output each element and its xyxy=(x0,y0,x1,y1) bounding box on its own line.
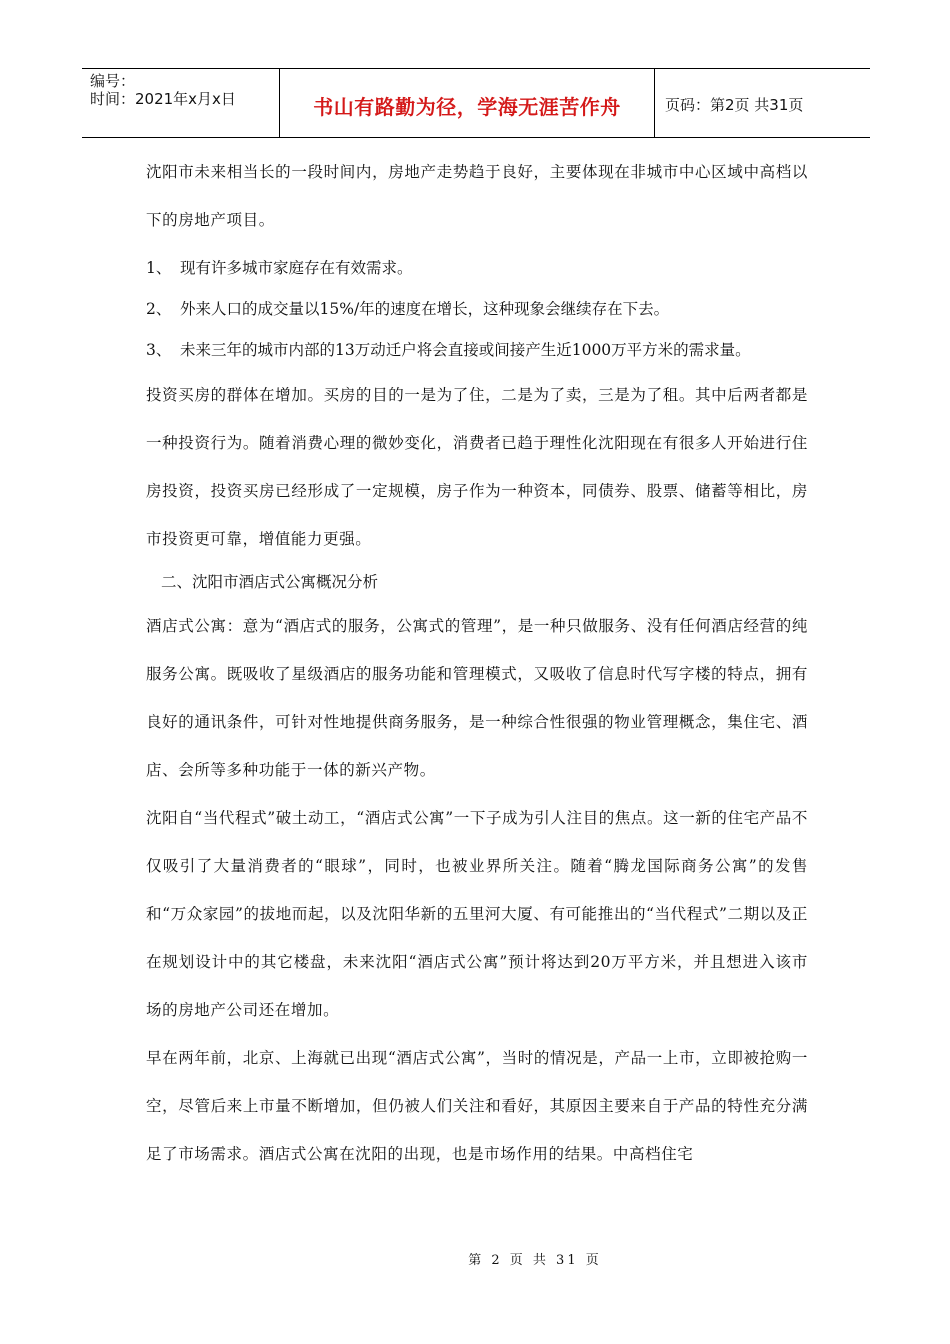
header-motto: 书山有路勤为径，学海无涯苦作舟 xyxy=(313,94,621,119)
page-footer xyxy=(0,1249,950,1268)
list-item xyxy=(146,289,808,330)
document-header xyxy=(82,68,870,138)
document-number-label: 编号： xyxy=(90,72,136,90)
document-date: 时间：2021年x月x日 xyxy=(90,90,236,108)
list-item-number: 1、 xyxy=(146,259,172,277)
paragraph-definition: 酒店式公寓：意为“酒店式的服务，公寓式的管理”，是一种只做服务、没有任何酒店经营的纯服务公寓。既吸收了星级酒店的服务功能和管理模式，又吸收了信息时代写字楼的特点，拥有良好的通讯条件，可针对性地提供商务服务，是一种综合性很强的物业管理概念，集住宅、酒店、会所等多种功能于一体的新兴产物。 xyxy=(146,617,808,779)
header-page-info: 页码：第2页 共31页 xyxy=(665,95,804,114)
list-item xyxy=(146,248,808,289)
list-item-text: 未来三年的城市内部的13万动迁户将会直接或间接产生近1000万平方米的需求量。 xyxy=(180,341,751,359)
list-item-text: 外来人口的成交量以15%/年的速度在增长，这种现象会继续存在下去。 xyxy=(180,300,670,318)
paragraph-investment: 投资买房的群体在增加。买房的目的一是为了住，二是为了卖，三是为了租。其中后两者都是一种投资行为。随着消费心理的微妙变化，消费者已趋于理性化沈阳现在有很多人开始进行住房投资，投资买房已经形成了一定规模，房子作为一种资本，同债券、股票、储蓄等相比，房市投资更可靠，增值能力更强。 xyxy=(146,386,808,548)
header-motto-cell xyxy=(280,69,655,137)
list-item xyxy=(146,330,808,371)
header-meta xyxy=(82,69,280,137)
document-body xyxy=(146,148,808,1178)
list-item-number: 2、 xyxy=(146,300,172,318)
paragraph-market-outlook: 沈阳市未来相当长的一段时间内，房地产走势趋于良好，主要体现在非城市中心区域中高档以下的房地产项目。 xyxy=(146,163,808,229)
footer-page-number: 第 2 页 共 31 页 xyxy=(468,1253,602,1268)
paragraph-beijing-shanghai: 早在两年前，北京、上海就已出现“酒店式公寓”，当时的情况是，产品一上市，立即被抢购一空，尽管后来上市量不断增加，但仍被人们关注和看好，其原因主要来自于产品的特性充分满足了市场需求。酒店式公寓在沈阳的出现，也是市场作用的结果。中高档住宅 xyxy=(146,1049,808,1163)
section-heading: 二、沈阳市酒店式公寓概况分析 xyxy=(161,573,379,591)
paragraph-shenyang-market: 沈阳自“当代程式”破土动工，“酒店式公寓”一下子成为引人注目的焦点。这一新的住宅产品不仅吸引了大量消费者的“眼球”，同时，也被业界所关注。随着“腾龙国际商务公寓”的发售和“万众家园”的拔地而起，以及沈阳华新的五里河大厦、有可能推出的“当代程式”二期以及正在规划设计中的其它楼盘，未来沈阳“酒店式公寓”预计将达到20万平方米，并且想进入该市场的房地产公司还在增加。 xyxy=(146,809,808,1019)
list-item-text: 现有许多城市家庭存在有效需求。 xyxy=(180,259,413,277)
list-item-number: 3、 xyxy=(146,341,172,359)
